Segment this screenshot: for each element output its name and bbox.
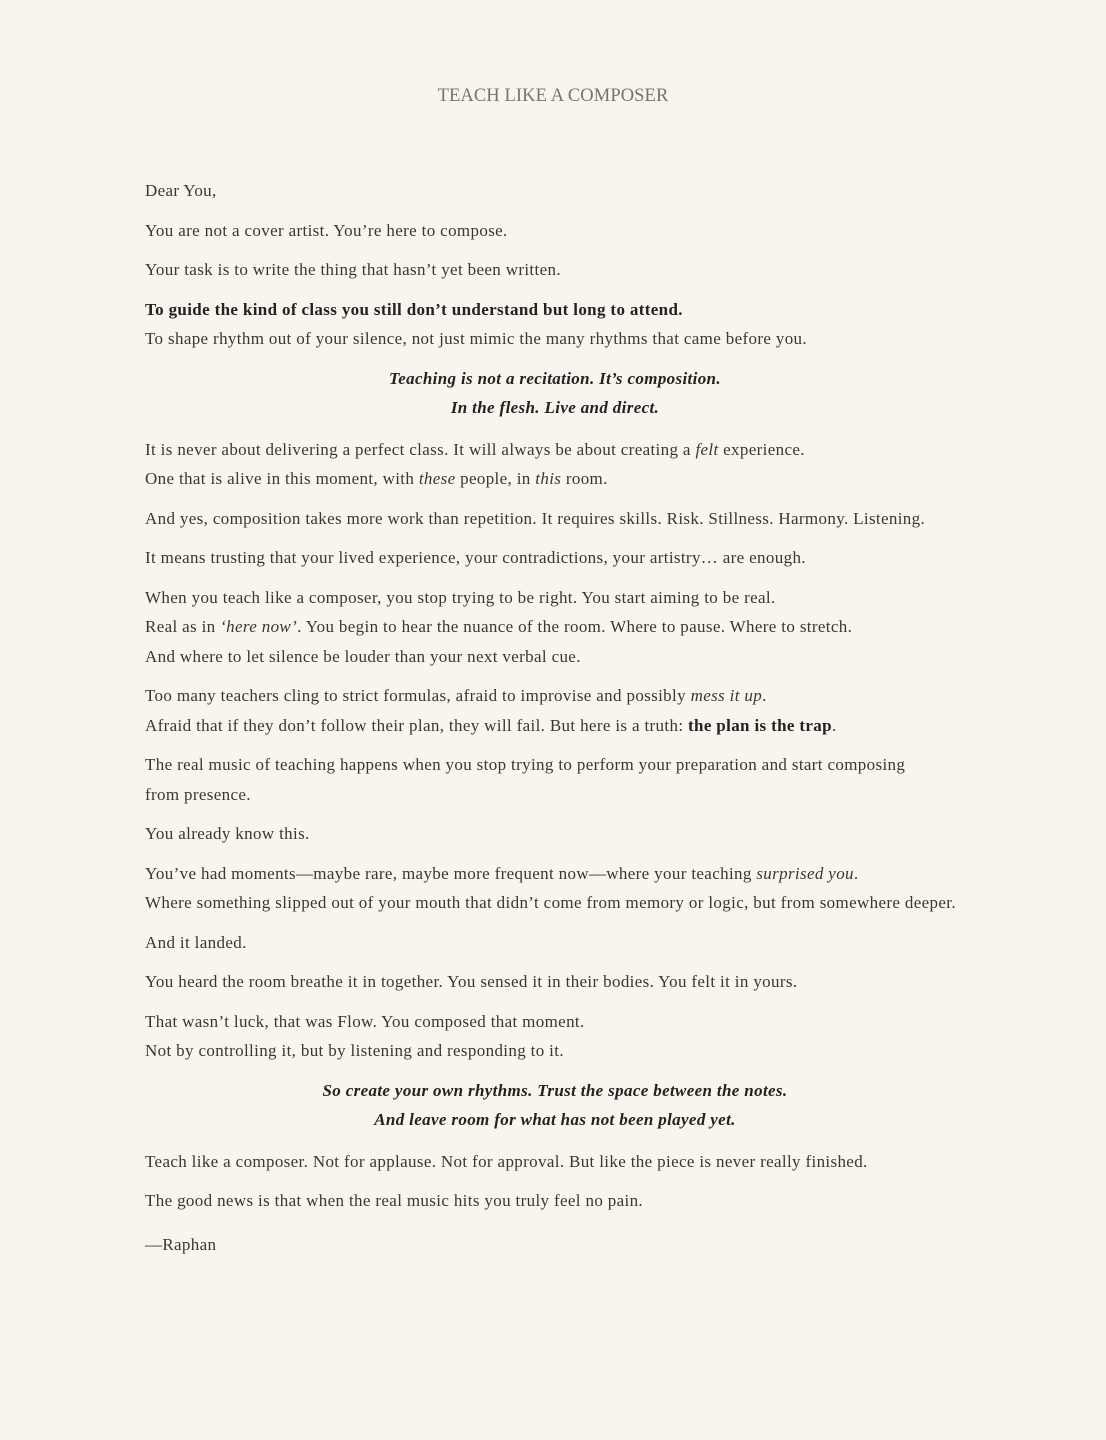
pull-quote [145,364,965,423]
paragraph-line: Not by controlling it, but by listening and responding to it. [145,1041,564,1060]
paragraph-line: That wasn’t luck, that was Flow. You composed that moment. [145,1011,585,1031]
paragraph-line: Where something slipped out of your mouth that didn’t come from memory or logic, but from somewhere deeper. [145,893,956,912]
paragraph [145,1186,1045,1216]
paragraph-line: It means trusting that your lived experience, your contradictions, your artistry… are enough. [145,548,806,567]
emphasis: ‘here now’ [220,617,298,636]
paragraph-line: The real music of teaching happens when you stop trying to perform your preparation and start composing [145,755,906,774]
paragraph-line: You are not a cover artist. You’re here to compose. [145,220,508,240]
paragraph [145,1147,1045,1177]
pull-quote-line: In the flesh. Live and direct. [450,398,660,417]
paragraph [145,504,1045,534]
signature [145,1230,1045,1260]
paragraph [145,750,1045,809]
paragraph [145,583,1045,672]
letter-body [145,176,1045,1269]
pull-quote-line: And leave room for what has not been played yet. [374,1110,736,1129]
emphasis: felt [695,439,719,459]
paragraph [145,543,1045,573]
paragraph-line: And yes, composition takes more work than repetition. It requires skills. Risk. Stillness. Harmony. Listening. [145,508,926,528]
paragraph-line [145,612,1045,642]
paragraph-line: You heard the room breathe it in together. You sensed it in their bodies. You felt it in yours. [145,972,798,991]
text: experience. [718,439,805,459]
paragraph-line: When you teach like a composer, you stop trying to be right. You start aiming to be real. [145,587,776,607]
paragraph-line [145,711,1045,741]
paragraph [145,859,1045,918]
emphasis: surprised you [756,863,854,883]
text: It is never about delivering a perfect class. It will always be about creating a [145,439,696,459]
text: Real as in [145,617,221,636]
paragraph-line: Your task is to write the thing that hasn’t yet been written. [145,260,561,279]
text: Too many teachers cling to strict formulas, afraid to improvise and possibly [145,686,691,705]
paragraph [145,819,1045,849]
bold-text: the plan is the trap [688,715,832,735]
greeting-line: Dear You, [145,181,217,200]
text: . You begin to hear the nuance of the room. Where to pause. Where to stretch. [297,617,853,636]
paragraph [145,216,1045,246]
pull-quote [145,1076,965,1135]
emphasis: mess it up [690,686,763,705]
pull-quote-line: So create your own rhythms. Trust the space between the notes. [322,1080,788,1100]
paragraph-line [145,859,1045,889]
text: . [762,686,767,705]
paragraph-line: The good news is that when the real music hits you truly feel no pain. [145,1191,644,1210]
paragraph-line: from presence. [145,784,251,804]
paragraph-line: You already know this. [145,824,310,843]
paragraph [145,1007,1045,1066]
paragraph [145,928,1045,958]
paragraph-line [145,464,1045,494]
text: One that is alive in this moment, with [145,469,419,488]
paragraph-line: And where to let silence be louder than your next verbal cue. [145,646,581,666]
emphasis: these [418,469,456,488]
text: . [853,863,859,883]
paragraph [145,435,1045,494]
paragraph-line: And it landed. [145,932,247,952]
text: You’ve had moments—maybe rare, maybe more frequent now—where your teaching [145,863,757,883]
paragraph [145,681,1045,740]
text: people, in [455,469,536,488]
paragraph [145,967,1045,997]
text: . [831,715,837,735]
paragraph-line [145,681,1045,711]
signature-line: —Raphan [145,1234,217,1254]
paragraph-line [145,435,1045,465]
bold-line: To guide the kind of class you still don’t understand but long to attend. [145,299,683,319]
paragraph [145,255,1045,285]
greeting [145,176,1045,206]
document-title: TEACH LIKE A COMPOSER [437,86,669,106]
emphasis: this [535,469,562,488]
text: room. [561,469,608,488]
pull-quote-line: Teaching is not a recitation. It’s composition. [389,368,721,388]
paragraph-line: Teach like a composer. Not for applause. Not for approval. But like the piece is never really finished. [145,1151,868,1171]
paragraph-line: To shape rhythm out of your silence, not just mimic the many rhythms that came before you. [145,329,808,348]
paragraph [145,295,1045,354]
text: Afraid that if they don’t follow their plan, they will fail. But here is a truth: [145,715,688,735]
